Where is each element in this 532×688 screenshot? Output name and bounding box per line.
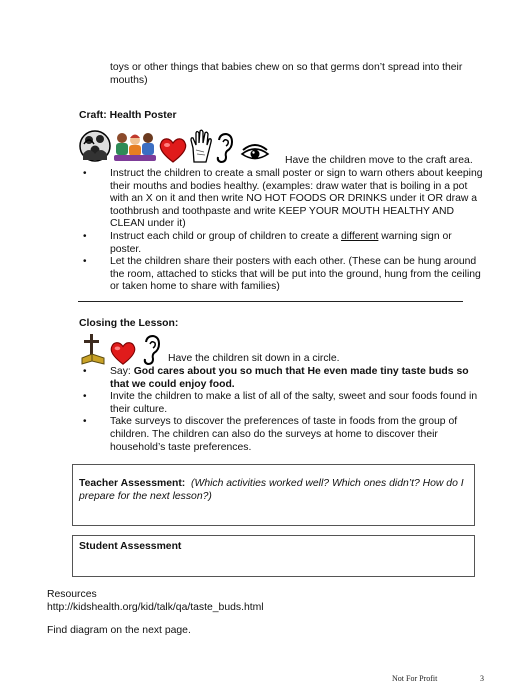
craft-heading: Craft: Health Poster: [79, 110, 177, 121]
resources-section: [47, 589, 264, 614]
list-item: • Let the children share their posters with each other. (These can be hung around the room, attached to sticks that will be put into the ground, hung from the ceiling or taken home to share with families): [83, 256, 493, 294]
closing-heading: Closing the Lesson:: [79, 318, 179, 329]
ear-icon: [141, 334, 161, 366]
resources-label: Resources: [47, 589, 97, 600]
closing-icon-row: [80, 332, 161, 366]
hand-icon: [188, 128, 214, 164]
children-icon: [112, 130, 158, 164]
student-assessment-box: [72, 535, 475, 577]
eye-icon: [240, 142, 270, 164]
section-divider: [78, 301, 463, 302]
ear-icon: [214, 132, 234, 164]
teacher-assessment-box: [72, 464, 475, 526]
underlined-word: different: [341, 230, 379, 242]
cross-bible-icon: [80, 332, 106, 366]
intro-line: mouths): [110, 74, 148, 86]
next-page-note: Find diagram on the next page.: [47, 625, 191, 636]
intro-line: toys or other things that babies chew on so that germs don’t spread into their: [110, 62, 463, 73]
footer-text: Not For Profit: [392, 674, 438, 683]
closing-icon-instruction: Have the children sit down in a circle.: [168, 353, 340, 364]
list-item: • Take surveys to discover the preferences of taste in foods from the group of children. The children can also do the surveys at home to discover their household’s taste preferences.: [83, 416, 493, 454]
page-number: 3: [480, 674, 484, 683]
group-of-people-icon: [78, 124, 112, 164]
resources-link[interactable]: http://kidshealth.org/kid/talk/qa/taste_buds.html: [47, 601, 264, 613]
list-item: • Instruct the children to create a small poster or sign to warn others about keeping their mouths and bodies healthy. (examples: draw water that is boiling in a pot with an X on it and then write NO HOT FOODS OR DRINKS under it OR draw a toothbrush and toothpaste and write KEEP YOUR MOUTH HEALTHY AND CLEAN under it): [83, 168, 493, 231]
craft-bullet-list: [83, 168, 493, 294]
teacher-assessment-prompt: (Which activities worked well? Which ones didn’t? How do I: [191, 478, 464, 489]
teacher-assessment-label: Teacher Assessment:: [79, 478, 186, 489]
list-item: • Say: God cares about you so much that He even made tiny taste buds so that we could enjoy food.: [83, 366, 493, 391]
closing-bullet-list: [83, 366, 493, 454]
craft-icon-row: [78, 124, 270, 164]
heart-icon: [158, 136, 188, 164]
intro-paragraph: [110, 62, 462, 87]
student-assessment-label: Student Assessment: [79, 541, 182, 552]
heart-icon: [109, 340, 137, 366]
list-item: • Invite the children to make a list of all of the salty, sweet and sour foods found in their culture.: [83, 391, 493, 416]
teacher-assessment-prompt: prepare for the next lesson?): [79, 490, 212, 502]
craft-icon-instruction: Have the children move to the craft area.: [285, 155, 473, 166]
list-item: • Instruct each child or group of children to create a different warning sign or poster.: [83, 231, 493, 256]
